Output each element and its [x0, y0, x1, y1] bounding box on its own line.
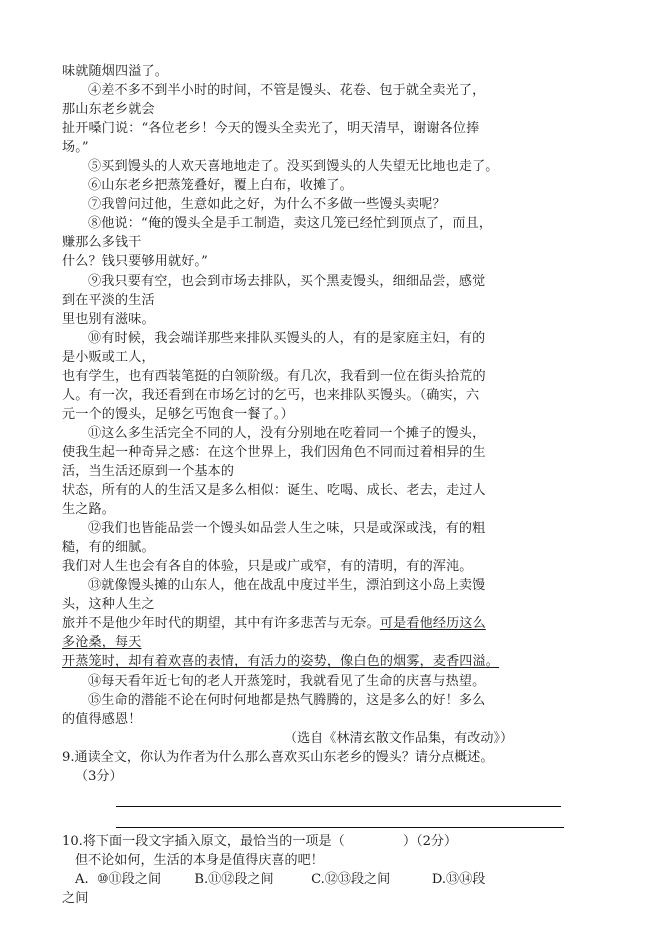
- question-10-stem: 10.将下面一段文字插入原文，最恰当的一项是（ ）（2分）: [62, 833, 458, 849]
- passage-line: 是小贩或工人，: [62, 349, 155, 365]
- passage-line: 人。有一次，我还看到在市场乞讨的乞丐，也来排队买馒头。（确实，六: [62, 387, 480, 403]
- passage-text-underlined: 可是看他经历这么: [379, 616, 486, 632]
- passage-line: ⑦我曾问过他，生意如此之好，为什么不多做一些馒头卖呢？: [88, 197, 446, 213]
- passage-text-underlined: 开蒸笼时，却有着欢喜的表情，有活力的姿势，像白色的烟雾，麦香四溢。: [62, 654, 500, 670]
- passage-line: 味就随烟四溢了。: [62, 64, 168, 79]
- question-9-stem: 9.通读全文，你认为作者为什么那么喜欢买山东老乡的馒头？请分点概述。: [62, 749, 494, 765]
- passage-line: 头，这种人生之: [62, 597, 155, 613]
- passage-line: 里也别有滋味。: [62, 311, 155, 327]
- passage-line-with-underline: [62, 614, 602, 633]
- passage-line: ⑧他说：“俺的馒头全是手工制造，卖这几笼已经忙到顶点了，而且，: [88, 216, 493, 232]
- passage-text-plain: 旅并不是他少年时代的期望，其中有许多悲苦与无奈。: [62, 616, 380, 632]
- passage-line: ④差不多不到半小时的时间，不管是馒头、花卷、包于就全卖光了，: [88, 83, 486, 99]
- passage-line-underlined: [62, 652, 602, 671]
- question-9-answer-area[interactable]: [62, 786, 602, 832]
- passage-line: 场。”: [62, 140, 89, 156]
- answer-line[interactable]: [116, 806, 561, 807]
- passage-line: ⑭每天看年近七旬的老人开蒸笼时，我就看见了生命的庆喜与热望。: [88, 673, 486, 689]
- passage-line: 状态，所有的人的生活又是多么相似：诞生、吃喝、成长、老去，走过人: [62, 483, 486, 499]
- passage-line: 活，当生活还原到一个基本的: [62, 463, 235, 479]
- passage-line: 扯开嗓门说：“各位老乡！今天的馒头全卖光了，明天清早，谢谢各位捧: [62, 121, 480, 137]
- passage-line: 糙，有的细腻。: [62, 540, 155, 556]
- passage-line: 那山东老乡就会: [62, 102, 155, 118]
- passage-line: ⑮生命的潜能不论在何时何地都是热气腾腾的，这是多么的好！多么: [88, 692, 486, 708]
- source-citation: （选自《林清玄散文作品集，有改动》）: [284, 730, 514, 746]
- passage-line: 生之路。: [62, 502, 115, 518]
- passage-line: ⑫我们也皆能品尝一个馒头如品尝人生之味，只是或深或浅，有的粗: [88, 521, 486, 537]
- passage-line: 到在平淡的生活: [62, 292, 155, 308]
- document-body: [62, 62, 602, 908]
- passage-line: ⑤买到馒头的人欢天喜地地走了。没买到馒头的人失望无比地也走了。: [88, 159, 499, 175]
- question-10-insert-text: 但不论如何，生活的本身是值得庆喜的吧！: [75, 852, 324, 868]
- question-10-options-tail: 之间: [62, 890, 89, 906]
- question-10-options[interactable]: A. ⑩⑪段之间 B.⑪⑫段之间 C.⑫⑬段之间 D.⑬⑭段: [75, 871, 486, 887]
- passage-line: ⑨我只要有空，也会到市场去排队，买个黑麦馒头，细细品尝，感觉: [88, 273, 486, 289]
- passage-line: 使我生起一种奇异之感：在这个世界上，我们因角色不同而过着相异的生: [62, 444, 486, 460]
- passage-line: 我们对人生也会有各自的体验，只是或广或窄，有的清明，有的浑沌。: [62, 559, 473, 575]
- passage-text-underlined: 多沧桑，每天: [62, 635, 142, 651]
- passage-line: ⑥山东老乡把蒸笼叠好，覆上白布，收摊了。: [88, 178, 353, 194]
- question-9-points: （3分）: [75, 768, 123, 784]
- answer-line[interactable]: [116, 827, 564, 828]
- passage-line: ⑩有时候，我会端详那些来排队买馒头的人，有的是家庭主妇，有的: [88, 330, 486, 346]
- passage-line: ⑬就像馒头摊的山东人，他在战乱中度过半生，漂泊到这小岛上卖馒: [88, 578, 486, 594]
- passage-line: 也有学生，也有西装笔挺的白领阶级。有几次，我看到一位在街头拾荒的: [62, 368, 486, 384]
- passage-line: 元一个的馒头，足够乞丐饱食一餐了。）: [62, 406, 294, 422]
- passage-line: 赚那么多钱干: [62, 235, 142, 251]
- passage-line-underlined: [62, 633, 602, 652]
- passage-line: 什么？钱只要够用就好。”: [62, 254, 208, 270]
- passage-line: 的值得感恩！: [62, 711, 142, 727]
- passage-line: ⑪这么多生活完全不同的人，没有分别地在吃着同一个摊子的馒头，: [88, 425, 486, 441]
